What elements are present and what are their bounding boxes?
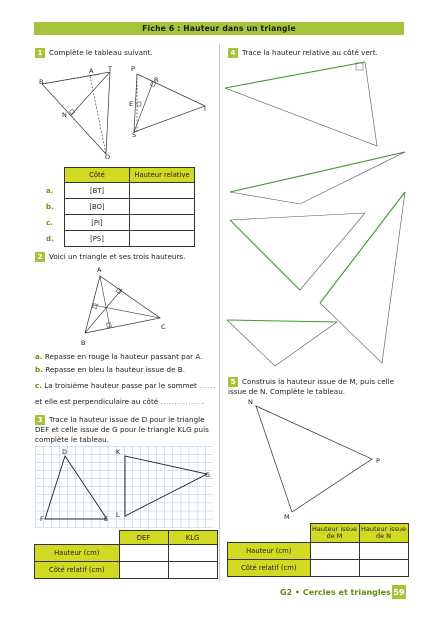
table-header-hauteur: Hauteur relative	[130, 168, 195, 183]
point-label-n: N	[248, 398, 253, 406]
point-label-f: F	[40, 515, 44, 523]
table-row: Hauteur (cm)	[35, 545, 218, 562]
exercise-1-instruction: 1 Complète le tableau suivant.	[35, 48, 153, 58]
exercise-4-figures	[225, 58, 410, 368]
exercise-2-question-c: c. La troisième hauteur passe par le sommet ......	[35, 381, 216, 390]
exercise-1-number: 1	[35, 48, 45, 58]
side-cell: [BT]	[65, 183, 130, 199]
exercise-5-table	[227, 523, 409, 577]
exercise-5-figure	[225, 400, 385, 515]
point-label-o: O	[105, 153, 111, 161]
exercise-2-question-c-cont: et elle est perpendiculaire au côté .............. .	[35, 397, 205, 406]
exercise-2-instruction: 2 Voici un triangle et ses trois hauteurs.	[35, 252, 185, 262]
point-label-d: D	[62, 448, 68, 456]
exercise-1-table	[46, 167, 195, 247]
point-label-s: S	[132, 131, 137, 139]
answer-cell[interactable]	[119, 562, 168, 579]
point-label-p: P	[376, 457, 380, 465]
exercise-2-number: 2	[35, 252, 45, 262]
table-row: Côté relatif (cm)	[35, 562, 218, 579]
exercise-3-number: 3	[35, 415, 45, 425]
table-header-n: Hauteur issue de N	[359, 524, 408, 543]
point-label-b: B	[39, 78, 44, 86]
exercise-4-number: 4	[228, 48, 238, 58]
answer-cell[interactable]	[310, 560, 359, 577]
exercise-2-question-a: a. Repasse en rouge la hauteur passant par A.	[35, 352, 203, 361]
answer-cell[interactable]	[310, 543, 359, 560]
point-label-n: N	[62, 111, 67, 119]
answer-cell[interactable]	[168, 545, 217, 562]
table-row: d. [PS]	[46, 231, 195, 247]
exercise-3-table	[34, 530, 218, 579]
table-row: Hauteur (cm)	[228, 543, 409, 560]
point-label-e: E	[104, 515, 109, 523]
table-row: c. [PI]	[46, 215, 195, 231]
answer-cell[interactable]	[359, 543, 408, 560]
point-label-g: G	[205, 471, 211, 479]
answer-cell[interactable]	[119, 545, 168, 562]
exercise-4-instruction: 4 Trace la hauteur relative au côté vert.	[228, 48, 378, 58]
table-row: b. [BO]	[46, 199, 195, 215]
answer-cell[interactable]	[130, 231, 195, 247]
point-label-r: R	[154, 76, 159, 84]
exercise-3-instruction: 3 Trace la hauteur issue de D pour le triangle DEF et celle issue de G pour le triangle KLG puis complète le tableau.	[35, 415, 209, 444]
chapter-label: G2 • Cercles et triangles	[280, 588, 391, 597]
table-header-def: DEF	[119, 531, 168, 545]
side-cell: [PI]	[65, 215, 130, 231]
exercise-2-question-b: b. Repasse en bleu la hauteur issue de B.	[35, 365, 185, 374]
answer-cell[interactable]	[359, 560, 408, 577]
point-label-l: L	[116, 511, 120, 519]
table-row: a. [BT]	[46, 183, 195, 199]
table-row: Côté relatif (cm)	[228, 560, 409, 577]
answer-cell[interactable]	[130, 183, 195, 199]
point-label-c: C	[161, 323, 166, 331]
point-label-a: A	[97, 266, 102, 274]
table-header-m: Hauteur issue de M	[310, 524, 359, 543]
point-label-k: K	[116, 448, 121, 456]
exercise-3-figures	[35, 446, 213, 528]
point-label-b: B	[81, 339, 86, 347]
point-label-a: A	[89, 67, 94, 75]
exercise-5-number: 5	[228, 377, 238, 387]
page-number: 59	[392, 585, 406, 599]
table-header-cote: Côté	[65, 168, 130, 183]
answer-blank[interactable]: ..............	[160, 397, 200, 406]
point-label-m: M	[284, 513, 290, 521]
point-label-e: E	[129, 100, 134, 108]
answer-cell[interactable]	[168, 562, 217, 579]
answer-cell[interactable]	[130, 215, 195, 231]
point-label-i: I	[204, 105, 206, 113]
side-cell: [PS]	[65, 231, 130, 247]
answer-cell[interactable]	[130, 199, 195, 215]
exercise-2-figure	[80, 270, 170, 345]
side-cell: [BO]	[65, 199, 130, 215]
exercise-5-instruction: 5 Construis la hauteur issue de M, puis celle issue de N. Complète le tableau.	[228, 377, 395, 396]
answer-blank[interactable]: ......	[199, 381, 216, 390]
exercise-1-figures	[30, 60, 220, 165]
table-header-klg: KLG	[168, 531, 217, 545]
point-label-p: P	[131, 65, 135, 73]
point-label-t: T	[108, 65, 112, 73]
page-title: Fiche 6 : Hauteur dans un triangle	[34, 22, 404, 35]
